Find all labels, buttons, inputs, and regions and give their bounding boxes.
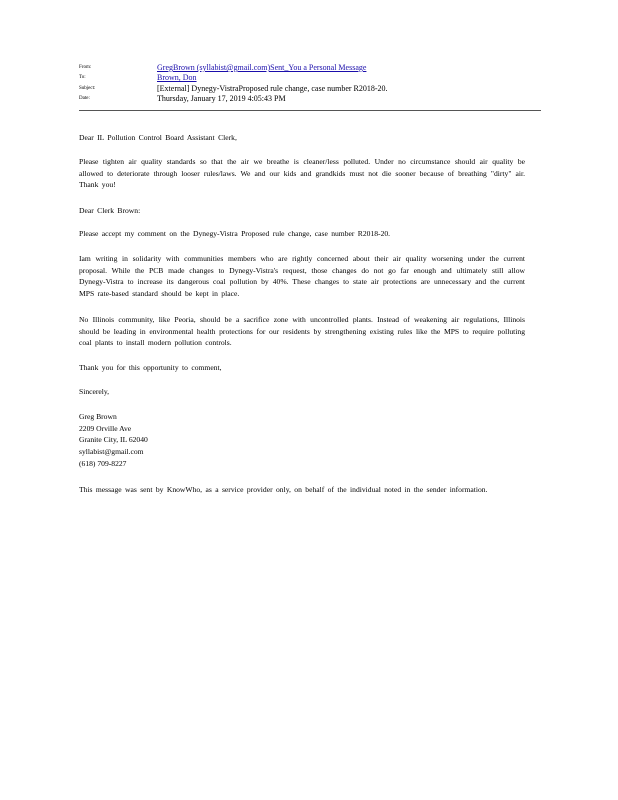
from-label: From:	[79, 65, 92, 70]
footer-note: This message was sent by KnowWho, as a service provider only, on behalf of the individual noted in the sender information.	[79, 485, 488, 494]
signature-city: Granite City, IL 62040	[79, 435, 148, 445]
signature-name: Greg Brown	[79, 412, 117, 421]
signature-phone: (618) 709-8227	[79, 458, 127, 468]
to-value[interactable]: Brown, Don	[157, 73, 197, 82]
greeting-2: Dear Clerk Brown:	[79, 206, 141, 215]
signature-street: 2209 Orville Ave	[79, 423, 132, 433]
header-divider	[79, 110, 541, 111]
subject-label: Subject:	[79, 86, 96, 91]
subject-value: [External] Dynegy-VistraProposed rule change, case number R2018-20.	[157, 84, 388, 93]
paragraph-2: Please accept my comment on the Dynegy-Vistra Proposed rule change, case number R2018-20.	[79, 229, 391, 238]
paragraph-3: Iam writing in solidarity with communities members who are rightly concerned about their air quality worsening under the current proposal. While the PCB made changes to Dynegy-Vistra's request, those changes do not go far enough and ultimately still allow Dynegy-Vistra to increase its dangerous coal pollution by 40%. These changes to state air protections are unnecessary and the current MPS rate-based standard should be kept in place.	[79, 254, 525, 299]
paragraph-1: Please tighten air quality standards so that the air we breathe is cleaner/less polluted. Under no circumstance should air quality be allowed to deteriorate through looser rules/laws. We and our kids and grandkids must not die sooner because of breathing "dirty" air. Thank you!	[79, 157, 525, 190]
signature-email: syllabist@gmail.com	[79, 447, 144, 457]
date-value: Thursday, January 17, 2019 4:05:43 PM	[157, 94, 286, 103]
closing-line: Sincerely,	[79, 387, 110, 396]
signature-block	[79, 411, 148, 470]
paragraph-4: No Illinois community, like Peoria, should be a sacrifice zone with uncontrolled plants. Instead of weakening air regulations, Illinois should be leading in environmental health protections for our residents by strengthening existing rules like the MPS to require polluting coal plants to install modern pollution controls.	[79, 315, 525, 348]
date-label: Date:	[79, 96, 90, 101]
thanks-line: Thank you for this opportunity to comment,	[79, 363, 222, 372]
to-label: To:	[79, 75, 86, 80]
greeting-1: Dear IL Pollution Control Board Assistant Clerk,	[79, 133, 237, 142]
from-value[interactable]: GregBrown (syllabist@gmail.com)Sent_You a Personal Message	[157, 63, 367, 72]
